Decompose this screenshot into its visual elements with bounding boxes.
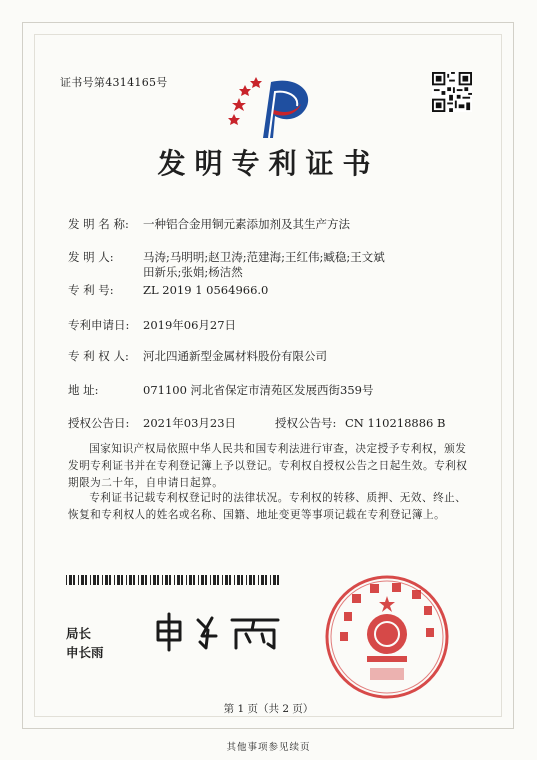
grant-date: 2021年03月23日 <box>143 416 237 430</box>
patentee-label: 专 利 权 人: <box>68 349 129 363</box>
inventors-line-1: 马涛;马明明;赵卫涛;范建海;王红伟;臧稳;王文斌 <box>143 250 385 264</box>
barcode <box>66 575 280 585</box>
page-indicator: 第 1 页（共 2 页） <box>223 703 314 715</box>
signer-title: 局长 <box>66 626 92 641</box>
grant-statement: 国家知识产权局依照中华人民共和国专利法进行审查，决定授予专利权，颁发发明专利证书并在专利登记簿上予以登记。专利权自授权公告之日起生效。专利权期限为二十年，自申请日起算。 <box>68 443 468 489</box>
invention-name: 一种铝合金用铜元素添加剂及其生产方法 <box>143 217 350 231</box>
certificate-number: 证书号第4314165号 <box>60 76 168 89</box>
signer-name: 申长雨 <box>66 645 104 660</box>
certificate-title: 发明专利证书 <box>157 147 380 180</box>
continued-note: 其他事项参见续页 <box>226 742 311 753</box>
qr-code <box>432 72 472 112</box>
grant-number-label: 授权公告号: <box>275 416 337 430</box>
patent-number-label: 专 利 号: <box>68 283 114 297</box>
cnipa-logo <box>225 68 315 144</box>
inventors-line-2: 田新乐;张娟;杨洁然 <box>143 265 243 279</box>
address-label: 地 址: <box>68 383 99 397</box>
inventor-label: 发 明 人: <box>68 250 114 264</box>
patentee: 河北四通新型金属材料股份有限公司 <box>143 349 327 363</box>
address: 071100 河北省保定市清苑区发展西街359号 <box>143 383 374 397</box>
legal-status-statement: 专利证书记载专利权登记时的法律状况。专利权的转移、质押、无效、终止、恢复和专利权人的姓名或名称、国籍、地址变更等事项记载在专利登记簿上。 <box>68 492 467 521</box>
filing-date: 2019年06月27日 <box>143 318 237 332</box>
patent-number: ZL 2019 1 0564966.0 <box>143 283 269 297</box>
invention-name-label: 发 明 名 称: <box>68 217 129 231</box>
grant-number: CN 110218886 B <box>345 416 446 430</box>
handwritten-signature <box>150 610 300 654</box>
official-seal <box>322 572 452 702</box>
grant-date-label: 授权公告日: <box>68 416 130 430</box>
filing-date-label: 专利申请日: <box>68 318 130 332</box>
